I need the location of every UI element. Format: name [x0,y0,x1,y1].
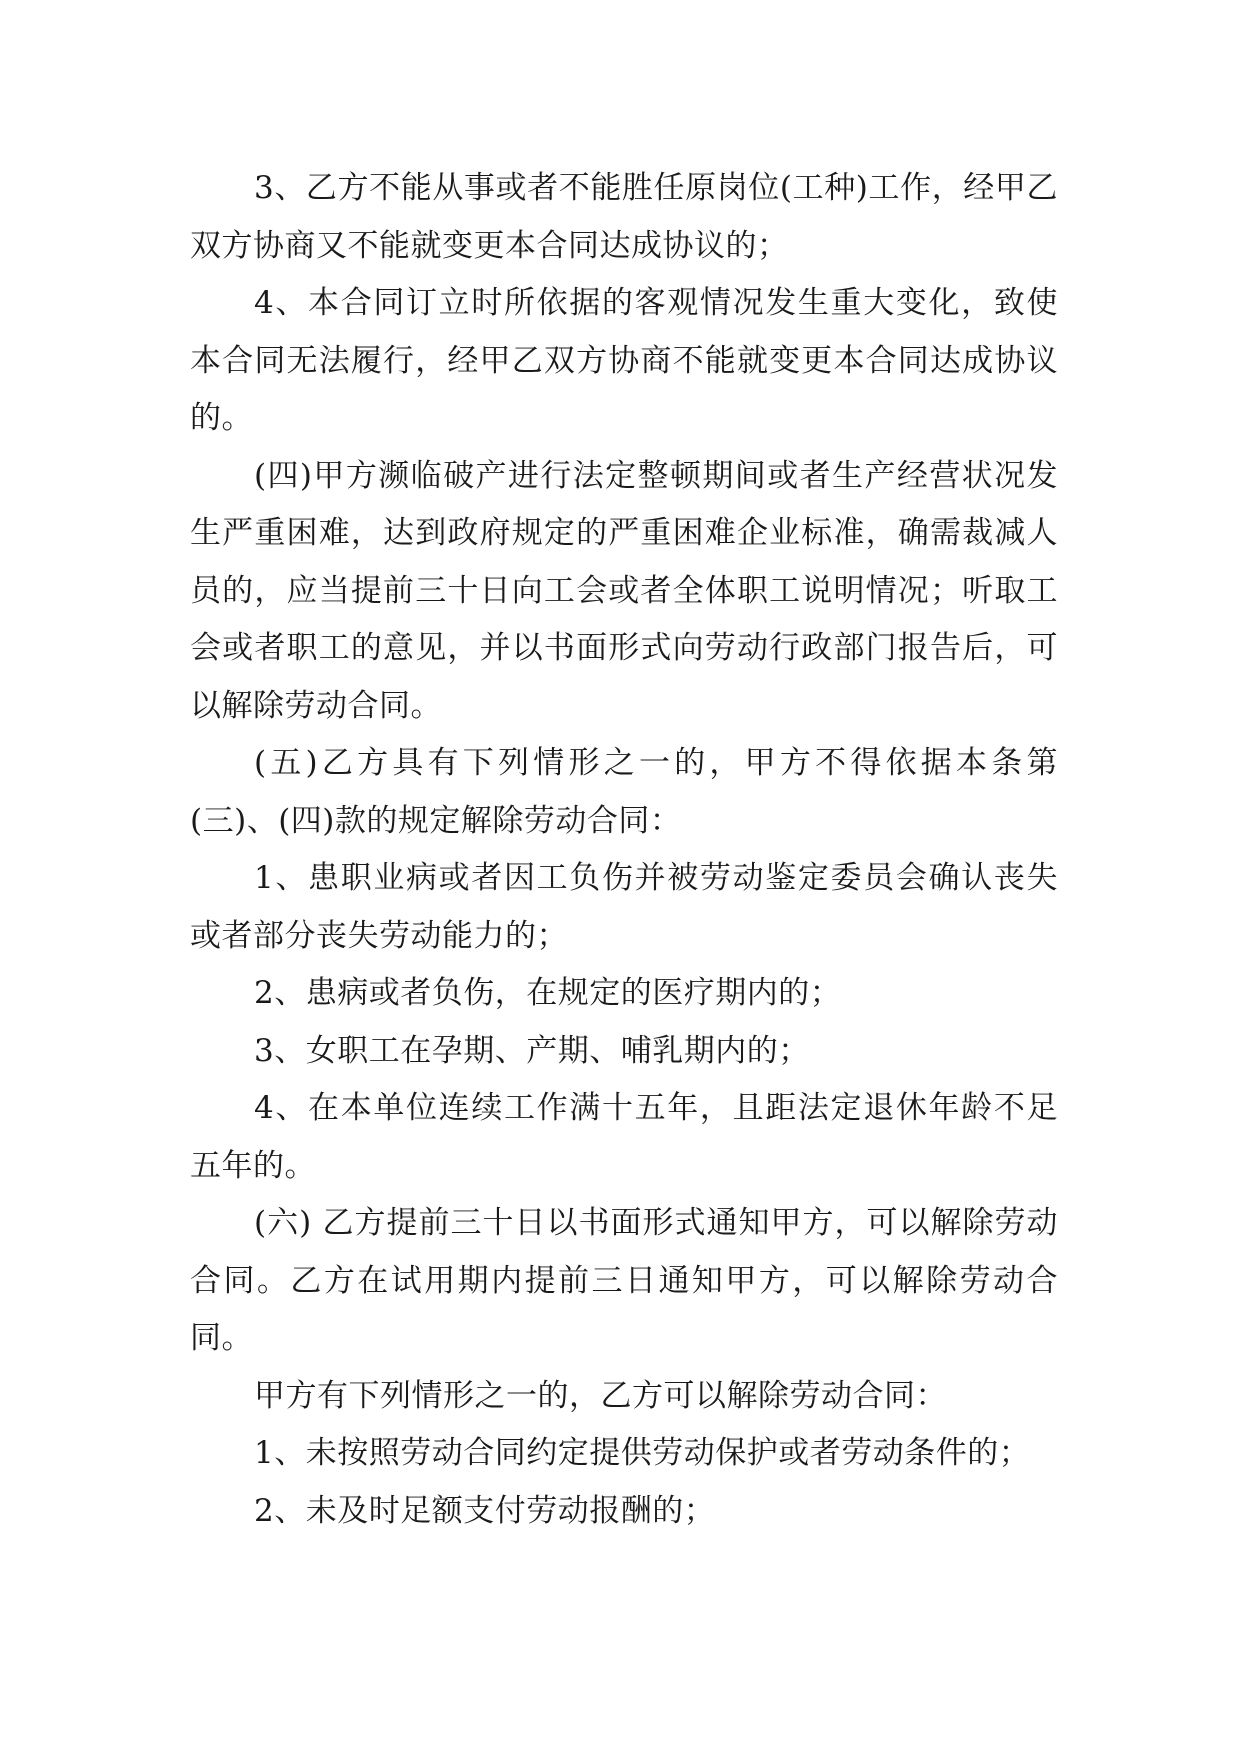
paragraph: (五)乙方具有下列情形之一的，甲方不得依据本条第(三)、(四)款的规定解除劳动合同： [190,745,1058,839]
paragraph: 1、未按照劳动合同约定提供劳动保护或者劳动条件的； [254,1435,1031,1471]
paragraph: 4、本合同订立时所依据的客观情况发生重大变化，致使本合同无法履行，经甲乙双方协商不能就变更本合同达成协议的。 [190,285,1058,436]
paragraph: 3、女职工在孕期、产期、哺乳期内的； [254,1032,810,1069]
paragraph: 甲方有下列情形之一的，乙方可以解除劳动合同： [254,1377,947,1414]
paragraph: 2、患病或者负伤，在规定的医疗期内的； [254,975,842,1011]
paragraph: (四)甲方濒临破产进行法定整顿期间或者生产经营状况发生严重困难，达到政府规定的严重困难企业标准，确需裁减人员的，应当提前三十日向工会或者全体职工说明情况；听取工会或者职工的意见，并以书面形式向劳动行政部门报告后，可以解除劳动合同。 [190,457,1058,724]
paragraph: 3、乙方不能从事或者不能胜任原岗位(工种)工作，经甲乙双方协商又不能就变更本合同达成协议的； [190,170,1058,264]
paragraph: 1、患职业病或者因工负伤并被劳动鉴定委员会确认丧失或者部分丧失劳动能力的； [190,860,1058,954]
paragraph: 4、在本单位连续工作满十五年，且距法定退休年龄不足五年的。 [190,1090,1058,1184]
paragraph: (六) 乙方提前三十日以书面形式通知甲方，可以解除劳动合同。乙方在试用期内提前三日通知甲方，可以解除劳动合同。 [190,1205,1058,1356]
paragraph: 2、未及时足额支付劳动报酬的； [254,1492,716,1529]
document-body [190,160,1058,1540]
